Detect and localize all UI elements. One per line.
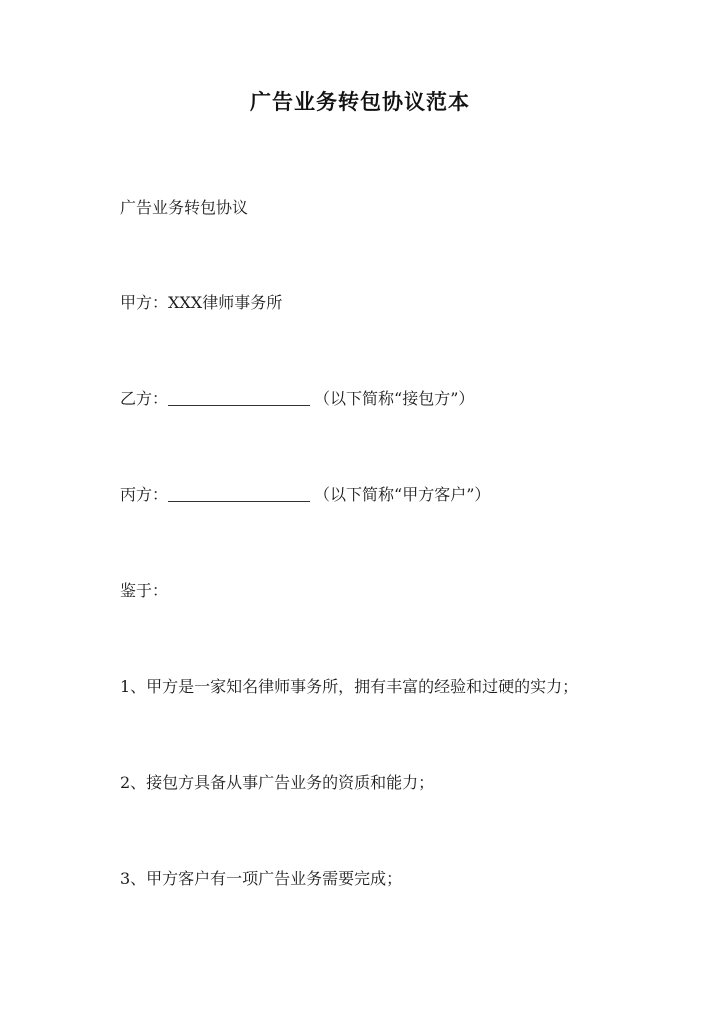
party-b-label: 乙方： xyxy=(120,389,169,408)
party-a-line xyxy=(120,291,282,315)
party-c-line xyxy=(120,483,490,507)
clause-2: 2、接包方具备从事广告业务的资质和能力； xyxy=(120,773,435,792)
party-c-label: 丙方： xyxy=(120,485,169,504)
party-b-blank xyxy=(168,389,310,406)
clause-3: 3、甲方客户有一项广告业务需要完成； xyxy=(120,869,403,888)
agreement-subtitle: 广告业务转包协议 xyxy=(120,198,249,217)
party-a-value: XXX律师事务所 xyxy=(168,293,283,312)
party-b-note: （以下简称“接包方”） xyxy=(314,389,475,408)
party-b-line xyxy=(120,387,474,411)
party-c-blank xyxy=(168,485,310,502)
clause-1: 1、甲方是一家知名律师事务所，拥有丰富的经验和过硬的实力； xyxy=(120,677,579,696)
party-c-note: （以下简称“甲方客户”） xyxy=(314,485,491,504)
document-title: 广告业务转包协议范本 xyxy=(250,89,470,114)
whereas-heading: 鉴于： xyxy=(120,581,169,600)
party-a-label: 甲方： xyxy=(120,293,169,312)
